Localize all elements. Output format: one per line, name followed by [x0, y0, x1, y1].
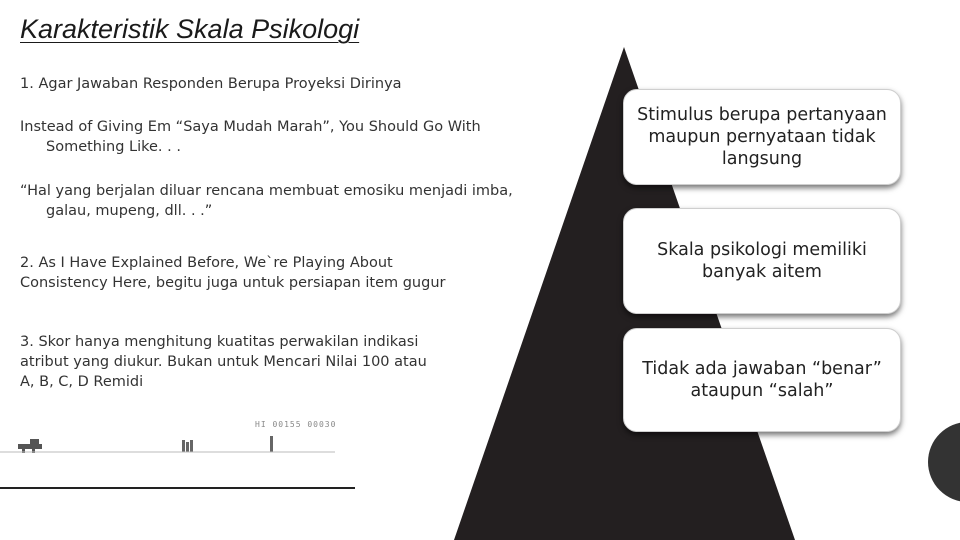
point-1-instead: Instead of Giving Em “Saya Mudah Marah”, You Should Go With Something Like. . . — [20, 119, 481, 155]
point-2: 2. As I Have Explained Before, We`re Playing About Consistency Here, begitu juga untuk persiapan item gugur — [20, 255, 446, 291]
pyramid-item-3: Tidak ada jawaban “benar” ataupun “salah” — [623, 328, 901, 432]
pyramid-item-2: Skala psikologi memiliki banyak aitem — [623, 208, 901, 314]
slide-title: Karakteristik Skala Psikologi — [20, 14, 360, 44]
point-1-example: “Hal yang berjalan diluar rencana membuat emosiku menjadi imba, galau, mupeng, dll. . .” — [20, 183, 513, 219]
pyramid-item-1: Stimulus berupa pertanyaan maupun pernyataan tidak langsung — [623, 89, 901, 185]
point-1: 1. Agar Jawaban Responden Berupa Proyeksi Dirinya — [20, 76, 402, 92]
game-score: HI 00155 00030 — [255, 420, 337, 429]
point-3: 3. Skor hanya menghitung kuatitas perwakilan indikasi atribut yang diukur. Bukan untuk Mencari Nilai 100 atau A, B, C, D Remidi — [20, 334, 427, 390]
